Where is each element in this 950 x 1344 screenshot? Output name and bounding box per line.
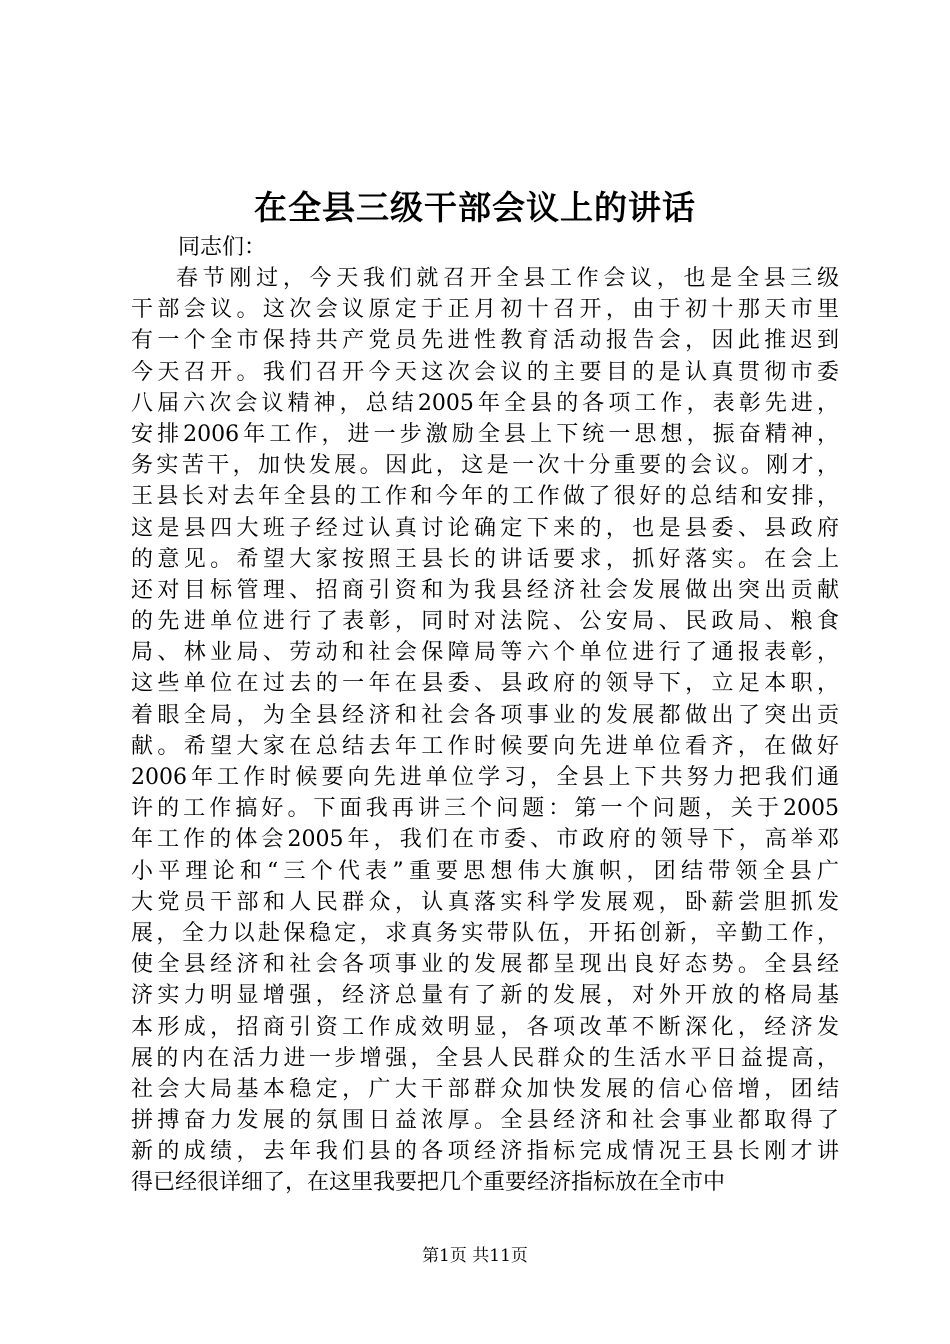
body-line: 社会大局基本稳定，广大干部群众加快发展的信心倍增，团结 <box>131 1076 839 1102</box>
body-line: 安排2006年工作，进一步激励全县上下统一思想，振奋精神， <box>131 421 839 447</box>
body-line: 局、林业局、劳动和社会保障局等六个单位进行了通报表彰， <box>131 640 839 666</box>
body-line: 的先进单位进行了表彰，同时对法院、公安局、民政局、粮食 <box>131 609 839 635</box>
body-line: 王县长对去年全县的工作和今年的工作做了很好的总结和安排， <box>131 484 839 510</box>
body-line: 2006年工作时候要向先进单位学习，全县上下共努力把我们通 <box>131 765 839 790</box>
body-line: 小平理论和“三个代表”重要思想伟大旗帜，团结带领全县广 <box>131 858 839 884</box>
body-line: 本形成，招商引资工作成效明显，各项改革不断深化，经济发 <box>131 1014 839 1040</box>
body-line: 的意见。希望大家按照王县长的讲话要求，抓好落实。在会上 <box>131 546 839 572</box>
body-line: 还对目标管理、招商引资和为我县经济社会发展做出突出贡献 <box>131 577 839 603</box>
body-line: 使全县经济和社会各项事业的发展都呈现出良好态势。全县经 <box>131 952 839 978</box>
body-line: 许的工作搞好。下面我再讲三个问题：第一个问题，关于2005 <box>131 796 839 822</box>
body-line: 新的成绩，去年我们县的各项经济指标完成情况王县长刚才讲 <box>131 1139 839 1165</box>
salutation: 同志们： <box>178 235 267 260</box>
body-line: 着眼全局，为全县经济和社会各项事业的发展都做出了突出贡 <box>131 702 839 728</box>
body-text <box>131 263 851 1199</box>
body-line: 这是县四大班子经过认真讨论确定下来的，也是县委、县政府 <box>131 515 839 541</box>
body-line: 展，全力以赴保稳定，求真务实带队伍，开拓创新，辛勤工作， <box>131 920 839 946</box>
body-line: 干部会议。这次会议原定于正月初十召开，由于初十那天市里 <box>131 297 839 323</box>
body-line: 春节刚过，今天我们就召开全县工作会议，也是全县三级 <box>176 266 839 291</box>
page-footer: 第1页 共11页 <box>422 1246 528 1266</box>
body-line: 今天召开。我们召开今天这次会议的主要目的是认真贯彻市委 <box>131 359 839 385</box>
body-line: 有一个全市保持共产党员先进性教育活动报告会，因此推迟到 <box>131 328 839 354</box>
body-line: 献。希望大家在总结去年工作时候要向先进单位看齐，在做好 <box>131 733 839 759</box>
document-title: 在全县三级干部会议上的讲话 <box>254 188 696 227</box>
body-line: 八届六次会议精神，总结2005年全县的各项工作，表彰先进， <box>131 390 839 416</box>
body-line: 展的内在活力进一步增强，全县人民群众的生活水平日益提高， <box>131 1045 839 1071</box>
body-line: 拼搏奋力发展的氛围日益浓厚。全县经济和社会事业都取得了 <box>131 1108 839 1134</box>
body-line: 务实苦干，加快发展。因此，这是一次十分重要的会议。刚才， <box>131 453 839 479</box>
body-line: 济实力明显增强，经济总量有了新的发展，对外开放的格局基 <box>131 983 839 1009</box>
body-line: 这些单位在过去的一年在县委、县政府的领导下，立足本职， <box>131 671 839 697</box>
body-line: 大党员干部和人民群众，认真落实科学发展观，卧薪尝胆抓发 <box>131 889 839 915</box>
body-line: 得已经很详细了，在这里我要把几个重要经济指标放在全市中 <box>131 1170 726 1196</box>
body-line: 年工作的体会2005年，我们在市委、市政府的领导下，高举邓 <box>131 827 839 853</box>
